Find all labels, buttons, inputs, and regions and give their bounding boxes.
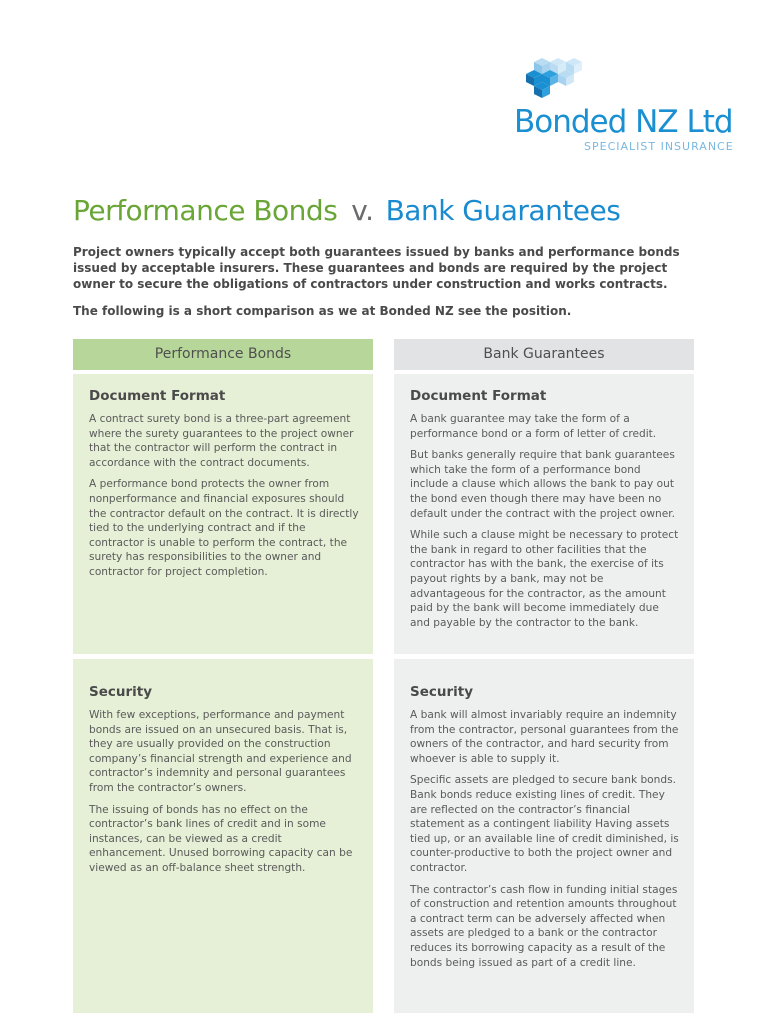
logo-tagline: SPECIALIST INSURANCE [584,140,734,153]
paragraph: A bank guarantee may take the form of a performance bond or a form of letter of credit. [410,413,657,440]
paragraph: Specific assets are pledged to secure bank bonds. Bank bonds reduce existing lines of credit. They are reflected on the contractor’s financial statement as a contingent liability Having assets tied up, or an available line of credit diminished, is counter-productive to both the project owner and contractor. [410,774,679,874]
title-performance-bonds: Performance Bonds [73,194,338,227]
column-header-performance-bonds: Performance Bonds [73,339,373,370]
logo-name-bold: Bonded [514,104,627,140]
paragraph: A performance bond protects the owner from nonperformance and financial exposures should the contractor default on the contract. It is directly tied to the underlying contract and if the contractor is unable to perform the contract, the surety has responsibilities to the owner and contractor for project completion. [89,478,359,578]
paragraph: A bank will almost invariably require an indemnity from the contractor, personal guarantees from the owners of the contractor, and hard security from whoever is able to supply it. [410,709,679,765]
company-logo [514,54,734,154]
performance-bonds-security [73,659,373,1013]
paragraph: While such a clause might be necessary to protect the bank in regard to other facilities that the contractor has with the bank, the exercise of its payout rights by a bank, may not be advantageous for the contractor, as the amount paid by the bank will become immediately due and payable by the contractor to the bank. [410,529,679,629]
section-heading: Document Format [89,388,226,404]
cubes-logo-icon [520,54,590,98]
intro-comparison-note: The following is a short comparison as we at Bonded NZ see the position. [73,304,572,318]
column-header-bank-guarantees: Bank Guarantees [394,339,694,370]
paragraph: The issuing of bonds has no effect on the contractor’s bank lines of credit and in some instances, can be viewed as a credit enhancement. Unused borrowing capacity can be viewed as an off-balance sheet strength. [89,803,353,874]
intro-paragraph: Project owners typically accept both guarantees issued by banks and performance bonds issued by acceptable insurers. These guarantees and bonds are required by the project owner to secure the obligations of contractors under construction and works contracts. [73,245,680,291]
section-heading: Document Format [410,388,547,404]
page-title [73,194,620,227]
bank-guarantees-security [394,659,694,1013]
paragraph: But banks generally require that bank guarantees which take the form of a performance bond include a clause which allows the bank to pay out the bond even though there may have been no default under the contract with the project owner. [410,449,676,520]
section-heading: Security [410,684,474,700]
section-heading: Security [89,684,153,700]
bank-guarantees-document-format [394,374,694,654]
paragraph: A contract surety bond is a three-part agreement where the surety guarantees to the project owner that the contractor will perform the contract in accordance with the contract documents. [89,413,354,469]
paragraph: The contractor’s cash flow in funding initial stages of construction and retention amounts throughout a contract term can be adversely affected when assets are pledged to a bank or the contractor reduces its borrowing capacity as a result of the bonds being issued as part of a credit line. [410,883,678,969]
logo-name-light: NZ Ltd [635,104,733,140]
title-versus: v. [351,194,374,227]
performance-bonds-document-format [73,374,373,654]
paragraph: With few exceptions, performance and payment bonds are issued on an unsecured basis. That is, they are usually provided on the construction company’s financial strength and experience and contractor’s indemnity and personal guarantees from the contractor’s owners. [89,709,352,794]
title-bank-guarantees: Bank Guarantees [385,194,621,227]
logo-wordmark [514,104,733,140]
